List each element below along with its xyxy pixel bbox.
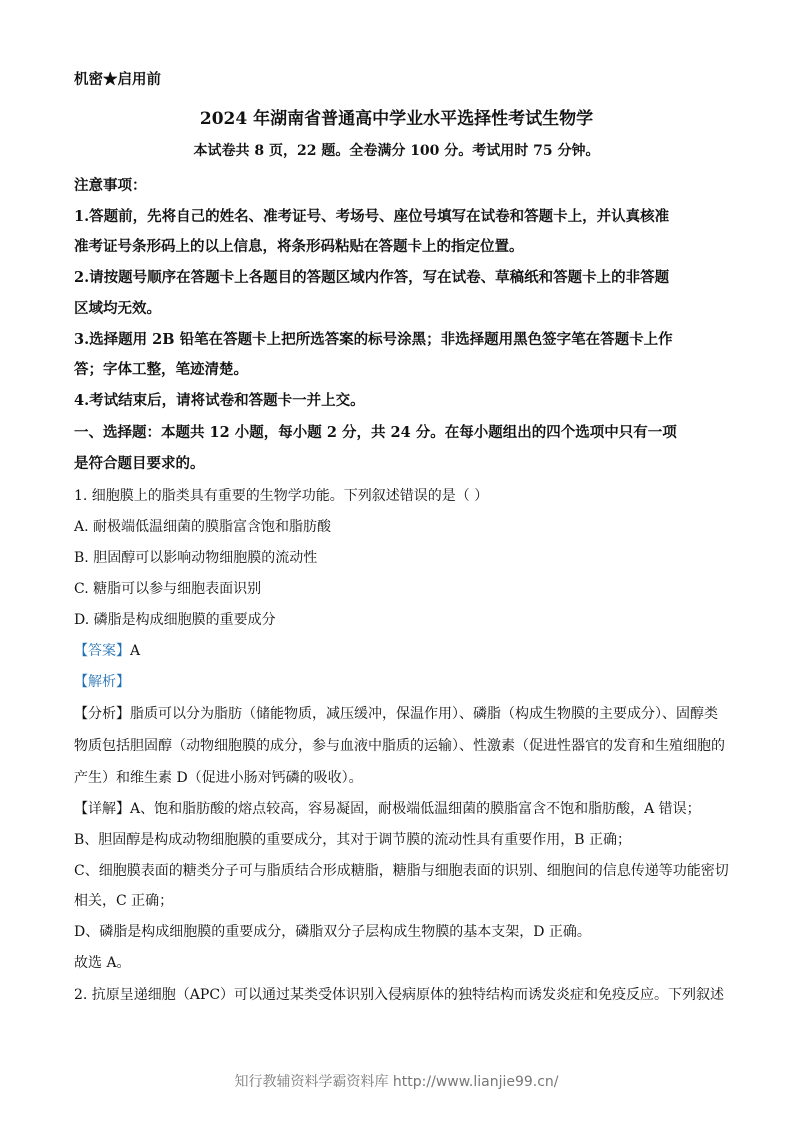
option-b: B. 胆固醇可以影响动物细胞膜的流动性 [74, 550, 318, 566]
section-heading-cont: 是符合题目要求的。 [74, 455, 205, 472]
confidential-label: 机密★启用前 [74, 71, 161, 88]
footer-watermark: 知行教辅资料学霸资料库 http://www.lianjie99.cn/ [234, 1074, 559, 1090]
analysis-line: 相关，C 正确； [74, 893, 174, 909]
note-line: 4.考试结束后，请将试卷和答题卡一并上交。 [74, 392, 365, 409]
option-d: D. 磷脂是构成细胞膜的重要成分 [74, 612, 276, 628]
answer-line [74, 640, 724, 660]
notes-heading: 注意事项： [74, 177, 147, 194]
exam-title: 2024 年湖南省普通高中学业水平选择性考试生物学 [199, 109, 594, 129]
question-1-stem: 1. 细胞膜上的脂类具有重要的生物学功能。下列叙述错误的是（ ） [74, 488, 489, 504]
answer-value: A [130, 643, 141, 659]
analysis-tag: 【解析】 [74, 674, 130, 690]
note-line: 3.选择题用 2B 铅笔在答题卡上把所选答案的标号涂黑；非选择题用黑色签字笔在答题卡上作 [74, 331, 673, 348]
analysis-line: 【详解】A、饱和脂肪酸的熔点较高，容易凝固，耐极端低温细菌的膜脂富含不饱和脂肪酸，A 错误； [74, 801, 701, 817]
analysis-line: 物质包括胆固醇（动物细胞膜的成分，参与血液中脂质的运输）、性激素（促进性器官的发育和生殖细胞的 [74, 738, 725, 754]
exam-subtitle: 本试卷共 8 页，22 题。全卷满分 100 分。考试用时 75 分钟。 [193, 143, 600, 159]
question-2-stem: 2. 抗原呈递细胞（APC）可以通过某类受体识别入侵病原体的独特结构而诱发炎症和免疫反应。下列叙述 [74, 987, 725, 1003]
note-line: 1.答题前，先将自己的姓名、准考证号、考场号、座位号填写在试卷和答题卡上，并认真核准 [74, 208, 670, 225]
analysis-line: 故选 A。 [74, 955, 131, 971]
analysis-line: 产生）和维生素 D（促进小肠对钙磷的吸收）。 [74, 770, 363, 786]
option-a: A. 耐极端低温细菌的膜脂富含饱和脂肪酸 [74, 519, 332, 535]
analysis-line: D、磷脂是构成细胞膜的重要成分，磷脂双分子层构成生物膜的基本支架，D 正确。 [74, 924, 591, 940]
section-heading: 一、选择题：本题共 12 小题，每小题 2 分，共 24 分。在每小题组出的四个选项中只有一项 [74, 424, 677, 441]
note-line: 区域均无效。 [74, 300, 161, 317]
note-line: 2.请按题号顺序在答题卡上各题目的答题区域内作答，写在试卷、草稿纸和答题卡上的非答题 [74, 269, 670, 286]
note-line: 准考证号条形码上的以上信息，将条形码粘贴在答题卡上的指定位置。 [74, 238, 524, 255]
note-line: 答；字体工整，笔迹清楚。 [74, 361, 248, 378]
option-c: C. 糖脂可以参与细胞表面识别 [74, 581, 262, 597]
analysis-line: C、细胞膜表面的糖类分子可与脂质结合形成糖脂，糖脂与细胞表面的识别、细胞间的信息传递等功能密切 [74, 863, 729, 879]
analysis-line: B、胆固醇是构成动物细胞膜的重要成分，其对于调节膜的流动性具有重要作用，B 正确； [74, 832, 632, 848]
analysis-line: 【分析】脂质可以分为脂肪（储能物质，减压缓冲，保温作用）、磷脂（构成生物膜的主要成分）、固醇类 [74, 706, 718, 722]
answer-tag: 【答案】 [74, 643, 130, 659]
